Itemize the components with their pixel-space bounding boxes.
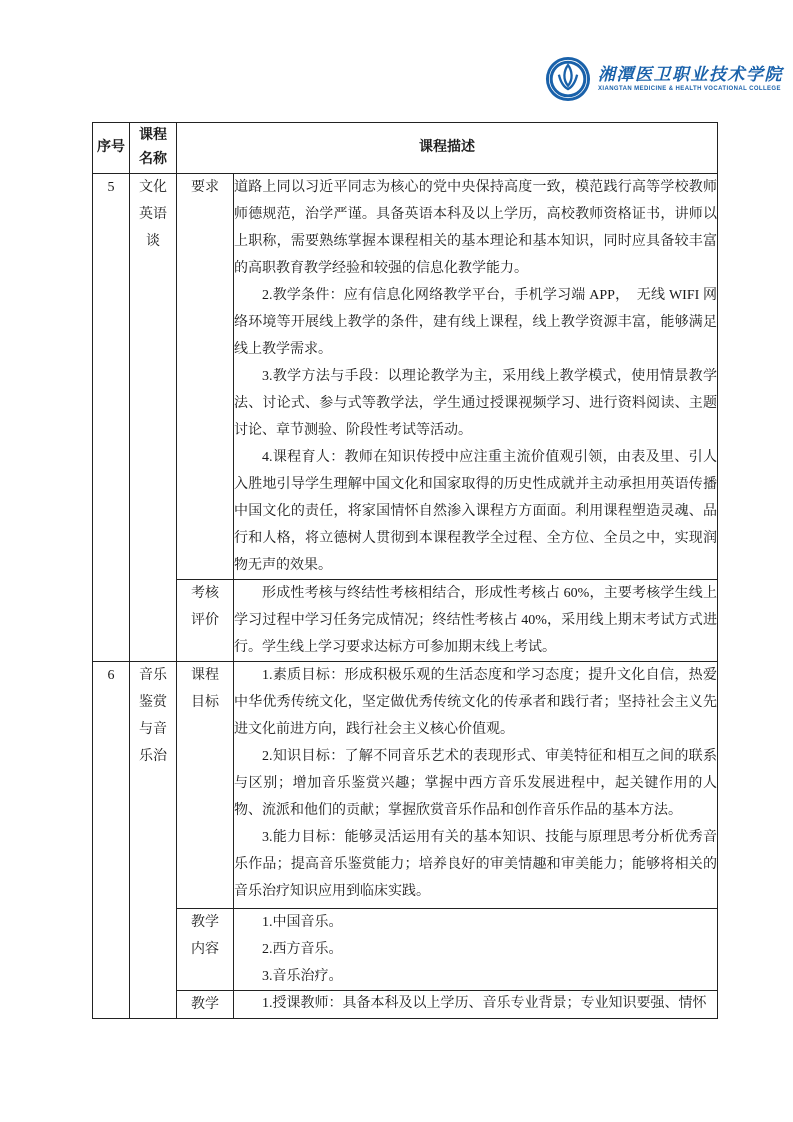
paragraph: 形成性考核与终结性考核相结合，形成性考核占 60%，主要考核学生线上学习过程中学习任务完成情况；终结性考核占 40%，采用线上期末考试方式进行。学生线上学习要求达标方可参加期末线上考试。 <box>234 586 717 655</box>
course5-name <box>130 174 177 662</box>
header-cell-name-label: 课程名称 <box>139 128 167 167</box>
section-content-content <box>234 909 718 991</box>
course-table <box>92 122 718 1019</box>
course6-number: 6 <box>93 662 130 1019</box>
section-label-goals <box>177 662 234 909</box>
course5-name-label: 文化英语谈 <box>139 180 167 249</box>
section-content-evaluation <box>234 580 718 662</box>
paragraph: 1.授课教师：具备本科及以上学历、音乐专业背景；专业知识要强、情怀 <box>262 996 707 1011</box>
college-logo <box>545 56 783 102</box>
header-cell-no: 序号 <box>93 123 130 174</box>
table-row-course6-goals <box>93 662 718 909</box>
college-emblem-icon <box>545 56 591 102</box>
paragraph: 2.教学条件：应有信息化网络教学平台，手机学习端 APP， 无线 WIFI 网络环境等开展线上教学的条件，建有线上课程，线上教学资源丰富，能够满足线上教学需求。 <box>234 288 717 357</box>
section-label-content-text: 教学内容 <box>191 915 219 957</box>
table-header-row <box>93 123 718 174</box>
section-label-goals-text: 课程目标 <box>191 668 219 710</box>
paragraph: 2.西方音乐。 <box>262 942 343 957</box>
section-content-goals <box>234 662 718 909</box>
section-label-evaluation-text: 考核评价 <box>191 586 219 628</box>
paragraph: 1.素质目标：形成积极乐观的生活态度和学习态度；提升文化自信，热爱中华优秀传统文化，坚定做优秀传统文化的传承者和践行者；坚持社会主义先进文化前进方向，践行社会主义核心价值观。 <box>234 668 717 737</box>
section-label-evaluation <box>177 580 234 662</box>
header-cell-name <box>130 123 177 174</box>
paragraph: 2.知识目标：了解不同音乐艺术的表现形式、审美特征和相互之间的联系与区别；增加音乐鉴赏兴趣；掌握中西方音乐发展进程中，起关键作用的人物、流派和他们的贡献；掌握欣赏音乐作品和创作音乐作品的基本方法。 <box>234 749 717 818</box>
paragraph: 3.音乐治疗。 <box>262 969 343 984</box>
college-name-en: XIANGTAN MEDICINE & HEALTH VOCATIONAL COLLEGE <box>598 86 781 92</box>
college-name-zh: 湘潭医卫职业技术学院 <box>598 65 783 84</box>
paragraph: 4.课程育人：教师在知识传授中应注重主流价值观引领，由表及里、引人入胜地引导学生理解中国文化和国家取得的历史性成就并主动承担用英语传播中国文化的责任，将家国情怀自然渗入课程方方面面。利用课程塑造灵魂、品行和人格，将立德树人贯彻到本课程教学全过程、全方位、全员之中，实现润物无声的效果。 <box>234 450 717 573</box>
section-label-teaching: 教学 <box>177 991 234 1019</box>
table-row-course5-evaluation <box>93 580 718 662</box>
table-row-course6-content <box>93 909 718 991</box>
paragraph: 3.教学方法与手段：以理论教学为主，采用线上教学模式，使用情景教学法、讨论式、参与式等教学法，学生通过授课视频学习、进行资料阅读、主题讨论、章节测验、阶段性考试等活动。 <box>234 369 717 438</box>
section-label-requirements: 要求 <box>177 174 234 580</box>
course6-name-label: 音乐鉴赏与音乐治 <box>139 668 167 764</box>
paragraph: 3.能力目标：能够灵活运用有关的基本知识、技能与原理思考分析优秀音乐作品；提高音乐鉴赏能力；培养良好的审美情趣和审美能力；能够将相关的音乐治疗知识应用到临床实践。 <box>234 830 717 899</box>
paragraph: 道路上同以习近平同志为核心的党中央保持高度一致，模范践行高等学校教师师德规范，治学严谨。具备英语本科及以上学历，高校教师资格证书，讲师以上职称，需要熟练掌握本课程相关的基本理论和基本知识，同时应具备较丰富的高职教育教学经验和较强的信息化教学能力。 <box>234 180 717 276</box>
paragraph: 1.中国音乐。 <box>262 915 343 930</box>
section-content-requirements <box>234 174 718 580</box>
table-row-course5-requirements <box>93 174 718 580</box>
header-cell-desc: 课程描述 <box>177 123 718 174</box>
course5-number: 5 <box>93 174 130 662</box>
section-label-content <box>177 909 234 991</box>
section-content-teaching <box>234 991 718 1019</box>
table-row-course6-teaching <box>93 991 718 1019</box>
course6-name <box>130 662 177 1019</box>
